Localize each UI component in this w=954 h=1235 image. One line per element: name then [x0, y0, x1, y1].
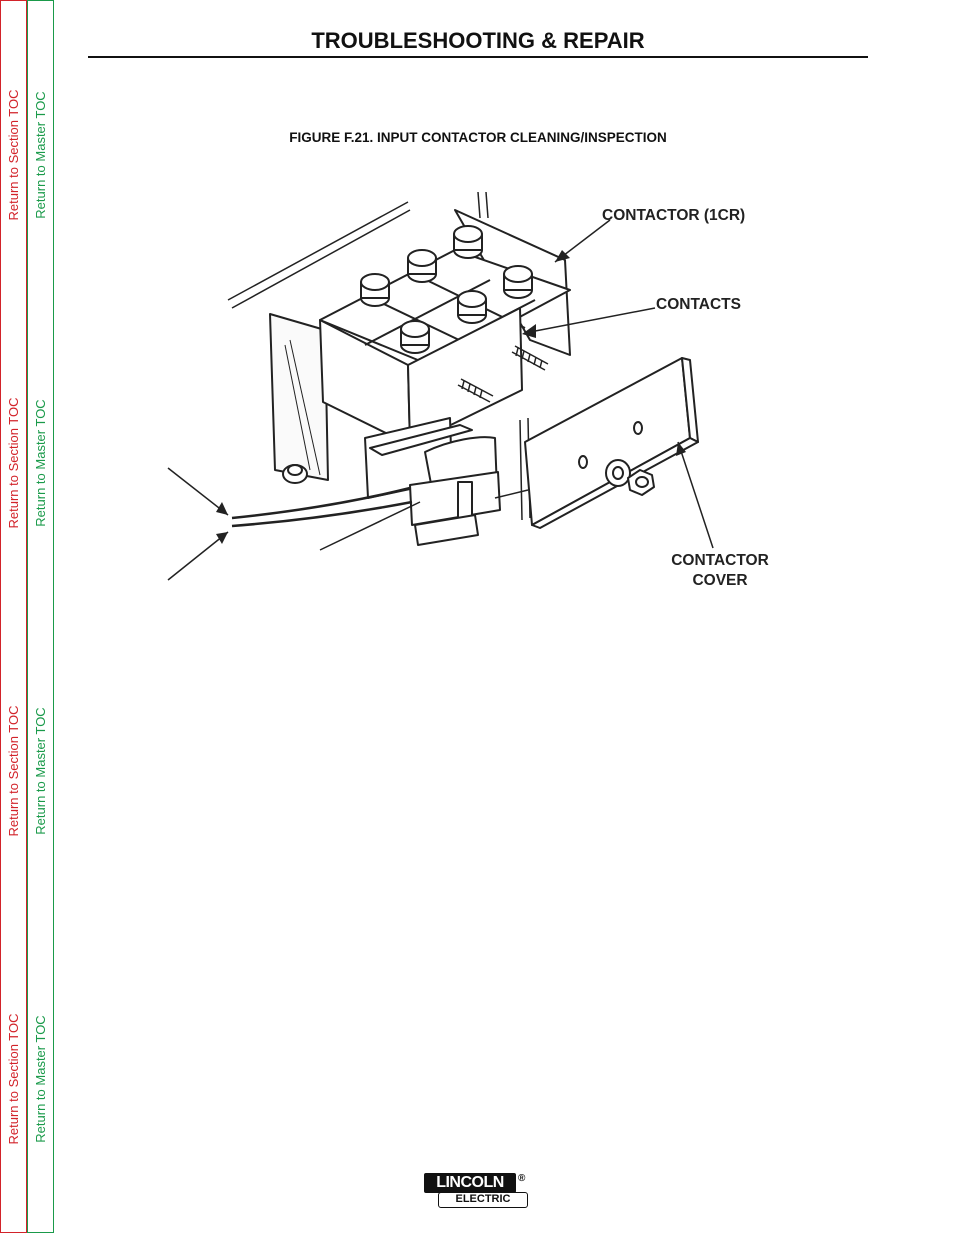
page-title: TROUBLESHOOTING & REPAIR — [88, 26, 868, 58]
return-to-section-toc-link-2[interactable]: Return to Section TOC — [6, 397, 21, 529]
logo-electric-text: ELECTRIC — [438, 1192, 528, 1208]
return-to-section-toc-link-4[interactable]: Return to Section TOC — [6, 1013, 21, 1145]
callout-contactor-cover-line1: CONTACTOR — [671, 552, 769, 569]
return-to-section-toc-link-3[interactable]: Return to Section TOC — [6, 705, 21, 837]
logo-lincoln-text: LINCOLN — [424, 1173, 516, 1193]
return-to-section-toc-link-1[interactable]: Return to Section TOC — [6, 89, 21, 221]
callout-contactor-cover-line2: COVER — [692, 572, 748, 589]
contactor-illustration — [160, 180, 800, 600]
return-to-master-toc-link-1[interactable]: Return to Master TOC — [33, 91, 48, 219]
return-to-master-toc-link-3[interactable]: Return to Master TOC — [33, 707, 48, 835]
section-toc-strip — [0, 0, 27, 1233]
callout-contactor: CONTACTOR (1CR) — [602, 207, 746, 224]
return-to-master-toc-link-4[interactable]: Return to Master TOC — [33, 1015, 48, 1143]
figure-caption: FIGURE F.21. INPUT CONTACTOR CLEANING/INSPECTION — [289, 130, 667, 145]
logo-registered-mark: ® — [518, 1173, 526, 1184]
return-to-master-toc-link-2[interactable]: Return to Master TOC — [33, 399, 48, 527]
callout-contacts: CONTACTS — [656, 296, 741, 313]
master-toc-strip — [27, 0, 54, 1233]
lincoln-electric-logo[interactable] — [424, 1173, 530, 1211]
